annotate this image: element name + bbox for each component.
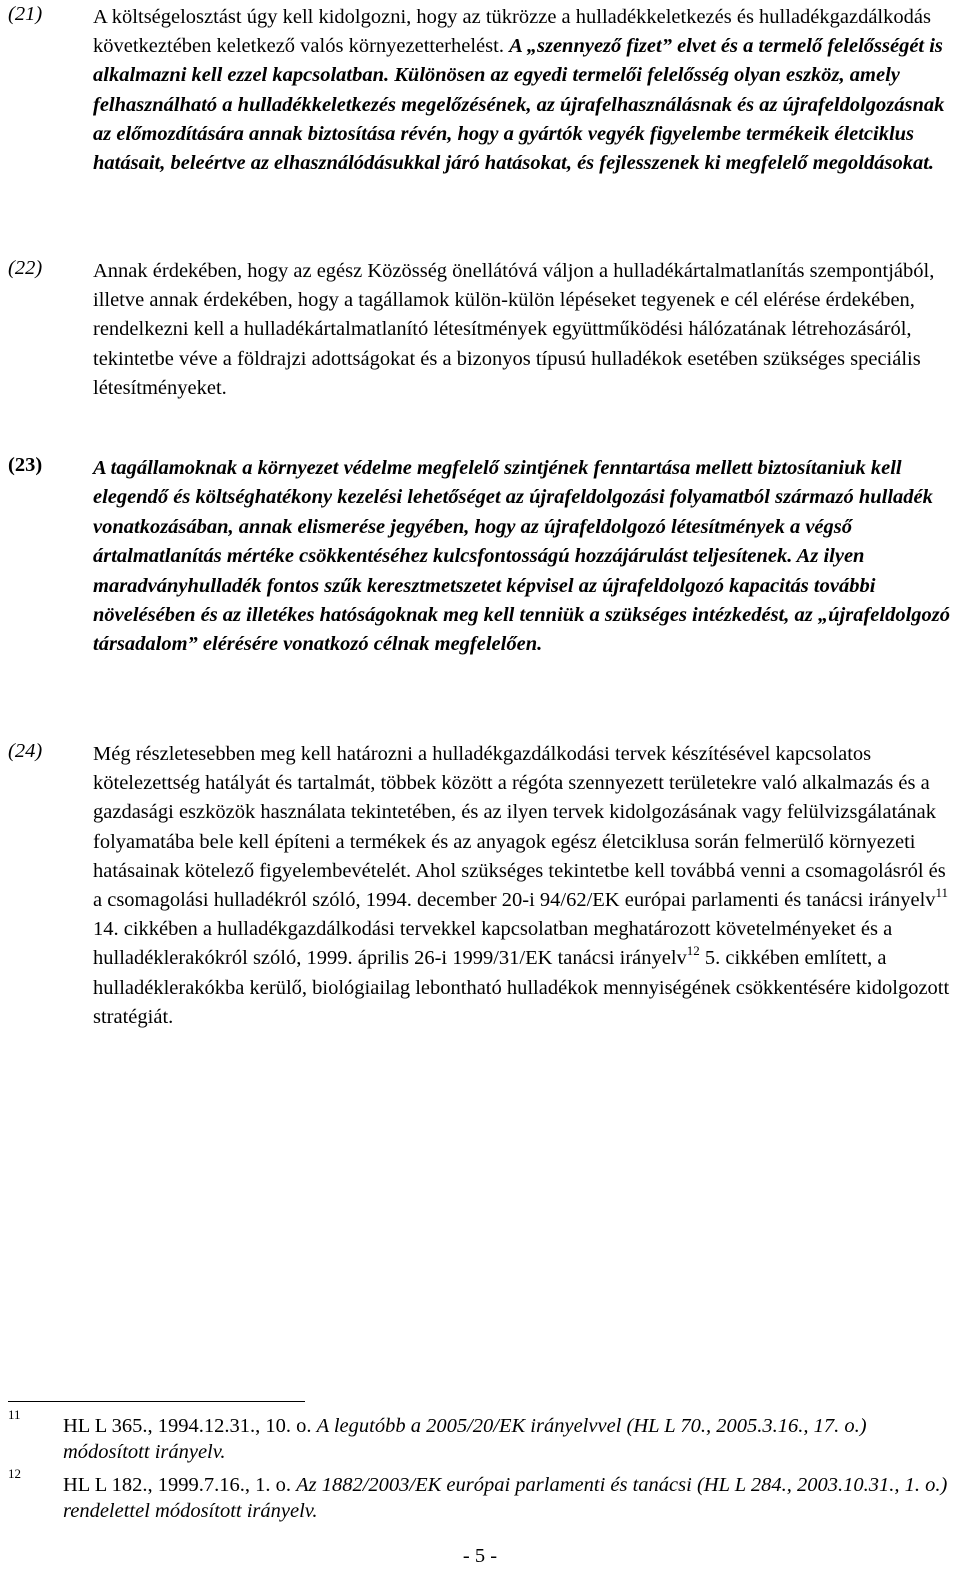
paragraph-number: (22) (8, 257, 43, 279)
footnote-11 (8, 1407, 954, 1465)
paragraph-text: A tagállamoknak a környezet védelme megfelelő szintjének fenntartása mellett biztosítaniuk kell elegendő és költséghatékony kezelési lehetőséget az újrafeldolgozási folyamatból származó hulladék vonatkozásában, annak elismerése jegyében, hogy az újrafeldolgozó létesítmények a végső ártalmatlanítás mértéke csökkentéséhez kulcsfontosságú hozzájárulást teljesítenek. Az ilyen maradványhulladék fontos szűk keresztmetszetet képvisel az újrafeldolgozó kapacitás további növelésében és az illetékes hatóságoknak meg kell tenniük a szükséges intézkedést, az „újrafeldolgozó társadalom” elérésére vonatkozó célnak megfelelően. (93, 457, 951, 656)
paragraph-24 (8, 740, 954, 1032)
paragraph-text (93, 3, 954, 178)
paragraph-text-plain: A költségelosztást úgy kell kidolgozni, hogy az tükrözze a hulladékkeletkezés és hulladékgazdálkodás következtében keletkező valós környezetterhelést. (93, 6, 931, 58)
paragraph-number: (23) (8, 454, 43, 476)
footnote-text-italic: A legutóbb a 2005/20/EK irányelvvel (HL L 70., 2005.3.16., 17. o.) módosított irányelv. (63, 1415, 867, 1463)
paragraph-text-part: 5. cikkében említett, a hulladéklerakókba kerülő, biológiailag lebontható hulladékok mennyiségének csökkentésére kidolgozott stratégiát. (93, 947, 950, 1028)
page-number: - 5 - (462, 1545, 498, 1567)
footnote-12 (8, 1466, 954, 1524)
paragraph-text-emphasis: A „szennyező fizet” elvet és a termelő felelősségét is alkalmazni kell ezzel kapcsolatban. Különösen az egyedi termelői felelősség olyan eszköz, amely felhasználható a hulladékkeletkezés megelőzésének, az újrafelhasználásnak és az újrafeldolgozásnak az előmozdítására annak biztosítása révén, hogy a gyártók vegyék figyelembe termékeik életciklus hatásait, beleértve az elhasználódásukkal járó hatásokat, és fejlesszenek ki megfelelő megoldásokat. (93, 35, 945, 175)
paragraph-text-part: 14. cikkében a hulladékgazdálkodási tervekkel kapcsolatban meghatározott követelményeket és a hulladéklerakókról szóló, 1999. április 26-i 1999/31/EK tanácsi irányelv (93, 918, 893, 970)
footnote-number: 12 (8, 1466, 21, 1481)
paragraph-21 (8, 3, 954, 178)
footnote-text (63, 1472, 954, 1524)
footnote-ref[interactable]: 12 (686, 943, 700, 959)
paragraph-number: (21) (8, 3, 43, 25)
paragraph-22 (8, 257, 954, 403)
footnote-number: 11 (8, 1407, 21, 1422)
footnote-ref[interactable]: 11 (935, 885, 949, 901)
paragraph-text-part: Még részletesebben meg kell határozni a hulladékgazdálkodási tervek készítésével kapcsolatos kötelezettség hatályát és tartalmát, többek között a régóta szennyezett területekre való alkalmazás és a gazdasági eszközök használata tekintetében, és az ilyen tervek kidolgozásának vagy felülvizsgálatának folyamatába bele kell építeni a termékek és az anyagok egész életciklusa során felmerülő környezeti hatásainak kötelező figyelembevételét. Ahol szükséges tekintetbe kell továbbá venni a csomagolásról és a csomagolási hulladékról szóló, 1994. december 20-i 94/62/EK európai parlamenti és tanácsi irányelv (93, 743, 946, 912)
paragraph-text: Annak érdekében, hogy az egész Közösség önellátóvá váljon a hulladékártalmatlanítás szempontjából, illetve annak érdekében, hogy a tagállamok külön-külön lépéseket tegyenek e cél elérése érdekében, rendelkezni kell a hulladékártalmatlanító létesítmények együttműködési hálózatának létrehozásáról, tekintetbe véve a földrajzi adottságokat és a bizonyos típusú hulladékok esetében szükséges speciális létesítményeket. (93, 260, 935, 399)
paragraph-23 (8, 454, 954, 660)
paragraph-text (93, 740, 954, 1032)
footnote-text-plain: HL L 365., 1994.12.31., 10. o. (63, 1415, 317, 1437)
footnote-separator (8, 1401, 305, 1402)
footnote-text (63, 1413, 954, 1465)
footnote-text-plain: HL L 182., 1999.7.16., 1. o. (63, 1474, 297, 1496)
paragraph-number: (24) (8, 740, 43, 762)
footnote-text-italic: Az 1882/2003/EK európai parlamenti és tanácsi (HL L 284., 2003.10.31., 1. o.) rendelettel módosított irányelv. (63, 1474, 948, 1522)
